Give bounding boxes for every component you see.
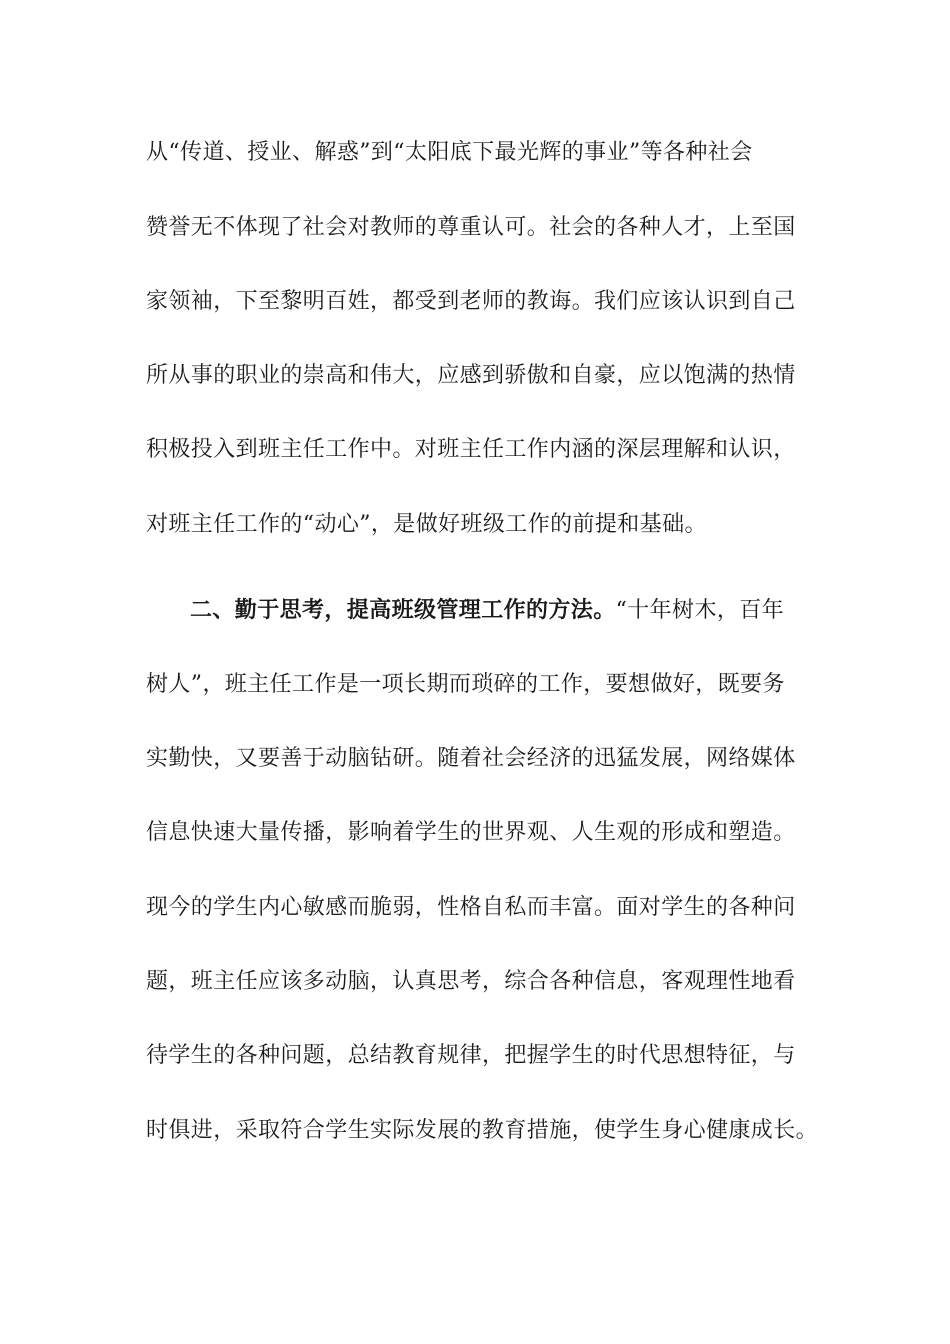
paragraph-1-line-6: 对班主任工作的“动心”，是做好班级工作的前提和基础。: [146, 512, 707, 537]
paragraph-1-line-3: 家领袖，下至黎明百姓，都受到老师的教诲。我们应该认识到自己: [146, 289, 796, 314]
paragraph-1-line-5: 积极投入到班主任工作中。对班主任工作内涵的深层理解和认识，: [146, 437, 796, 462]
paragraph-1-line-1: 从“传道、授业、解惑”到“太阳底下最光辉的事业”等各种社会: [146, 140, 753, 165]
paragraph-2-line-2: 树人”，班主任工作是一项长期而琐碎的工作，要想做好，既要务: [146, 672, 785, 697]
paragraph-2-line-1: [190, 596, 784, 626]
paragraph-2-line-3: 实勤快，又要善于动脑钻研。随着社会经济的迅猛发展，网络媒体: [146, 746, 796, 771]
paragraph-2-line-7: 待学生的各种问题，总结教育规律，把握学生的时代思想特征，与: [146, 1043, 796, 1068]
paragraph-2-line-5: 现今的学生内心敏感而脆弱，性格自私而丰富。面对学生的各种问: [146, 895, 796, 920]
paragraph-1-line-2: 赞誉无不体现了社会对教师的尊重认可。社会的各种人才，上至国: [146, 215, 796, 240]
paragraph-2-line-4: 信息快速大量传播，影响着学生的世界观、人生观的形成和塑造。: [146, 820, 796, 845]
paragraph-1-line-4: 所从事的职业的崇高和伟大，应感到骄傲和自豪，应以饱满的热情: [146, 363, 796, 388]
paragraph-2-line-6: 题，班主任应该多动脑，认真思考，综合各种信息，客观理性地看: [146, 969, 796, 994]
section-heading-continuation: “十年树木，百年: [615, 598, 785, 623]
section-heading: 二、勤于思考，提高班级管理工作的方法。: [190, 598, 616, 623]
paragraph-2-line-8: 时俱进，采取符合学生实际发展的教育措施，使学生身心健康成长。: [146, 1118, 819, 1143]
